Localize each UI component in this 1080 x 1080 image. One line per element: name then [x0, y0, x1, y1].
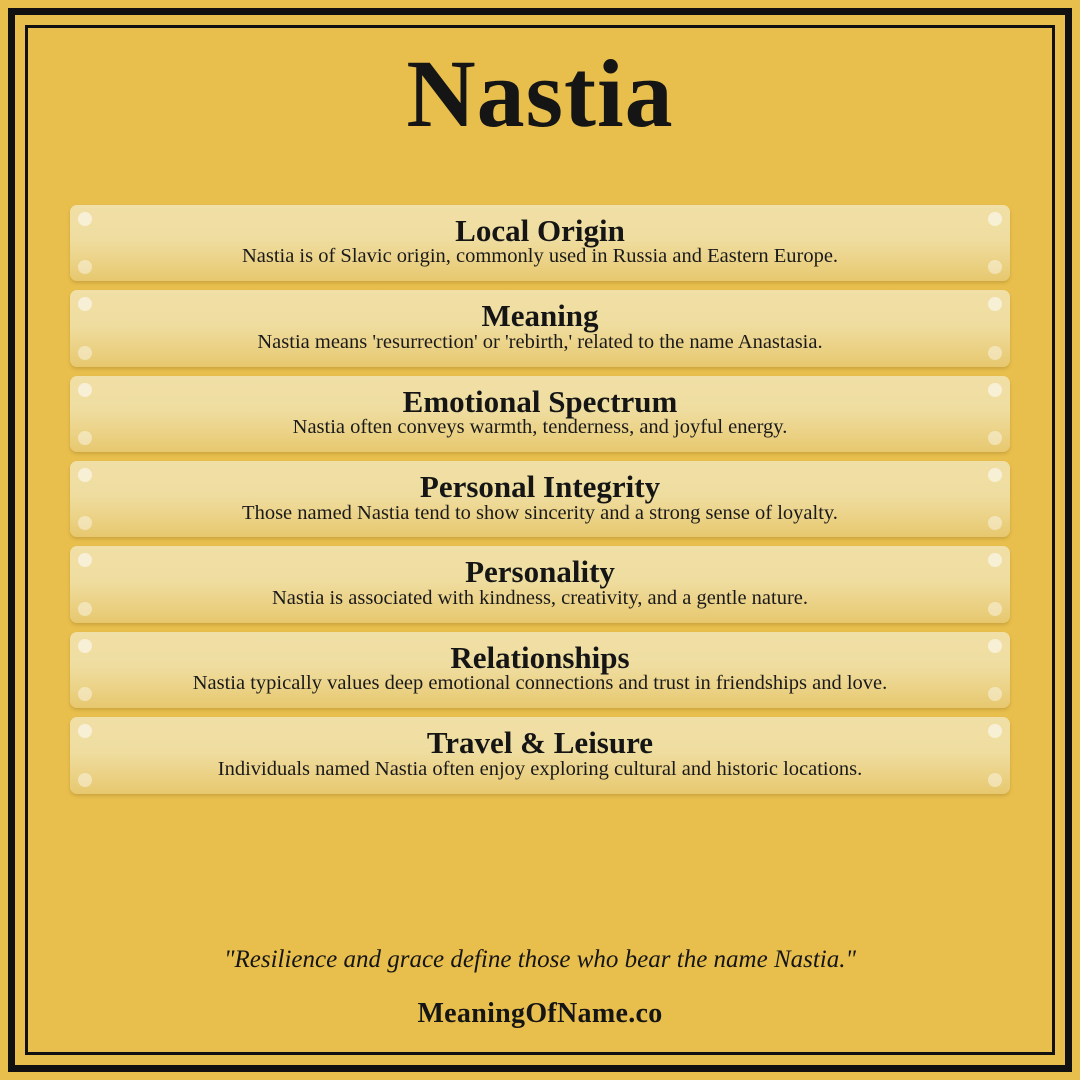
section-card-travel-leisure [70, 717, 1010, 793]
section-card-personal-integrity [70, 461, 1010, 537]
poster-content [40, 36, 1040, 1044]
section-card-emotional-spectrum [70, 376, 1010, 452]
poster-footer [40, 946, 1040, 1044]
section-body: Individuals named Nastia often enjoy exploring cultural and historic locations. [217, 757, 863, 780]
section-heading: Local Origin [455, 212, 625, 248]
section-heading: Travel & Leisure [426, 725, 654, 761]
section-heading: Meaning [481, 298, 599, 334]
sections-list [40, 205, 1040, 794]
section-heading: Personal Integrity [419, 469, 661, 505]
section-card-local-origin [70, 205, 1010, 281]
section-card-personality [70, 546, 1010, 622]
section-body: Nastia typically values deep emotional connections and trust in friendships and love. [192, 672, 888, 695]
section-heading: Personality [465, 554, 615, 590]
section-card-relationships [70, 632, 1010, 708]
section-body: Nastia is associated with kindness, creativity, and a gentle nature. [271, 587, 809, 610]
page-title: Nastia [406, 40, 674, 147]
section-body: Nastia often conveys warmth, tenderness, and joyful energy. [292, 416, 788, 439]
brand-name: MeaningOfName.co [417, 998, 663, 1029]
section-body: Those named Nastia tend to show sincerity and a strong sense of loyalty. [242, 501, 838, 524]
section-heading: Relationships [450, 639, 630, 675]
section-heading: Emotional Spectrum [402, 383, 678, 419]
section-body: Nastia is of Slavic origin, commonly used in Russia and Eastern Europe. [241, 245, 839, 268]
section-card-meaning [70, 290, 1010, 366]
section-body: Nastia means 'resurrection' or 'rebirth,' related to the name Anastasia. [257, 330, 823, 353]
footer-quote: "Resilience and grace define those who bear the name Nastia." [224, 946, 856, 973]
